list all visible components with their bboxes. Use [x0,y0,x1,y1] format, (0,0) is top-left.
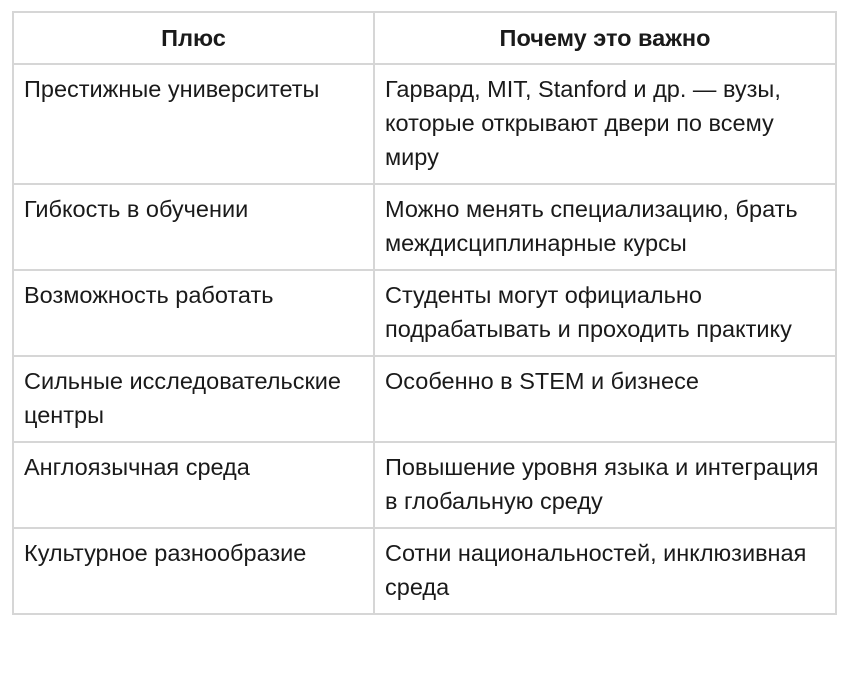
plus-cell: Возможность работать [13,270,374,356]
table-row [13,184,836,270]
why-cell: Гарвард, MIT, Stanford и др. — вузы, которые открывают двери по всему миру [374,64,836,184]
plus-cell: Культурное разнообразие [13,528,374,614]
pros-table [12,11,837,615]
table-row [13,528,836,614]
table-row [13,356,836,442]
table-row [13,442,836,528]
why-cell: Сотни национальностей, инклюзивная среда [374,528,836,614]
plus-cell: Гибкость в обучении [13,184,374,270]
why-cell: Повышение уровня языка и интеграция в глобальную среду [374,442,836,528]
plus-cell: Престижные университеты [13,64,374,184]
why-cell: Можно менять специализацию, брать междисциплинарные курсы [374,184,836,270]
plus-cell: Сильные исследовательские центры [13,356,374,442]
why-cell: Особенно в STEM и бизнесе [374,356,836,442]
plus-cell: Англоязычная среда [13,442,374,528]
why-cell: Студенты могут официально подрабатывать и проходить практику [374,270,836,356]
table-row [13,64,836,184]
table-header-row [13,12,836,64]
header-plus: Плюс [13,12,374,64]
header-why-important: Почему это важно [374,12,836,64]
table-row [13,270,836,356]
